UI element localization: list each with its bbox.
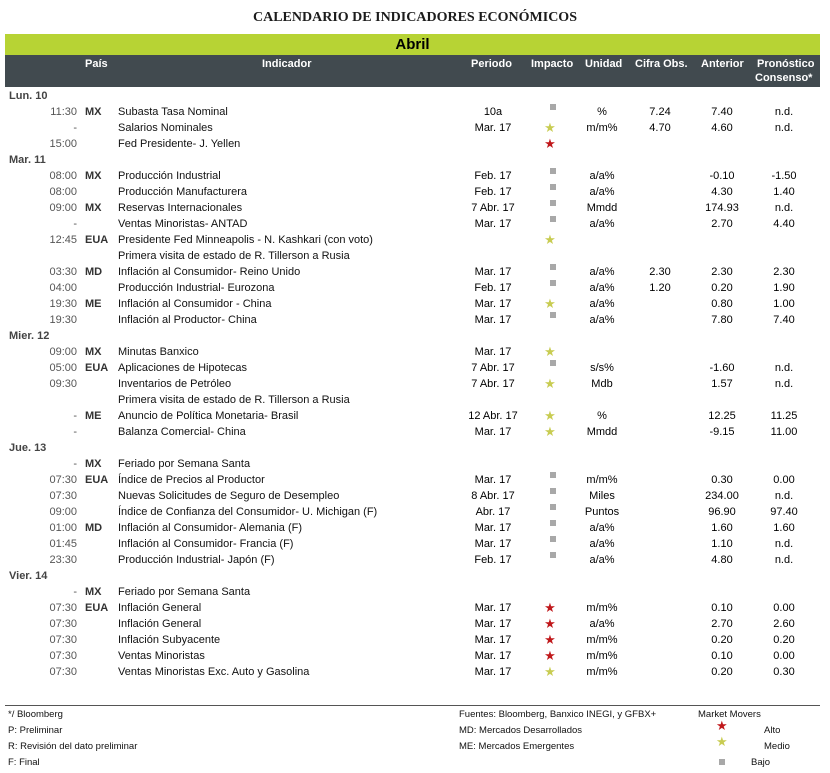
cell-indicator: Producción Manufacturera — [118, 186, 248, 198]
cell-country: EUA — [85, 474, 109, 486]
table-row — [0, 600, 830, 616]
cell-forecast: 11.25 — [770, 410, 798, 422]
cell-country: MX — [85, 170, 102, 182]
cell-previous: 7.40 — [711, 106, 733, 118]
table-row — [0, 648, 830, 664]
cell-country: EUA — [85, 602, 109, 614]
cell-forecast: 0.30 — [773, 666, 795, 678]
square-gray-icon — [550, 488, 556, 494]
cell-period: Mar. 17 — [474, 602, 512, 614]
cell-time: 04:00 — [49, 282, 77, 294]
cell-forecast: n.d. — [774, 362, 794, 374]
note-bloomberg: */ Bloomberg — [8, 709, 63, 720]
cell-unit: Mmdd — [586, 202, 618, 214]
day-header — [0, 440, 830, 456]
cell-previous: 4.80 — [711, 554, 733, 566]
cell-period: Mar. 17 — [474, 218, 512, 230]
cell-previous: 0.80 — [711, 298, 733, 310]
cell-indicator: Inflación Subyacente — [118, 634, 221, 646]
cell-unit: a/a% — [589, 170, 615, 182]
cell-forecast: n.d. — [774, 490, 794, 502]
cell-previous: 0.10 — [711, 602, 733, 614]
cell-time: 23:30 — [49, 554, 77, 566]
cell-period: Mar. 17 — [474, 538, 512, 550]
calendar-table — [0, 88, 830, 680]
cell-unit: a/a% — [589, 298, 615, 310]
cell-forecast: 7.40 — [773, 314, 795, 326]
square-gray-icon — [550, 312, 556, 318]
impact-medium-icon: ★ — [544, 120, 556, 135]
cell-indicator: Inflación General — [118, 618, 202, 630]
cell-time: 09:00 — [49, 202, 77, 214]
cell-indicator: Presidente Fed Minneapolis - N. Kashkari (con voto) — [118, 234, 373, 246]
cell-time: - — [73, 410, 77, 422]
impact-high-icon: ★ — [544, 648, 556, 663]
cell-time: 07:30 — [49, 666, 77, 678]
cell-country: ME — [85, 298, 102, 310]
cell-country: EUA — [85, 362, 109, 374]
impact-medium-icon: ★ — [544, 232, 556, 247]
col-pronostico: Pronóstico — [757, 58, 815, 70]
cell-indicator: Subasta Tasa Nominal — [118, 106, 228, 118]
table-row — [0, 264, 830, 280]
cell-unit: m/m% — [586, 634, 618, 646]
square-gray-icon — [550, 184, 556, 190]
cell-unit: a/a% — [589, 554, 615, 566]
footer-sources: Fuentes: Bloomberg, Banxico INEGI, y GFBX+ — [459, 709, 657, 720]
col-periodo: Periodo — [471, 58, 512, 70]
cell-forecast: n.d. — [774, 106, 794, 118]
cell-forecast: 97.40 — [770, 506, 798, 518]
legend-bajo: Bajo — [751, 757, 771, 768]
table-row — [0, 472, 830, 488]
legend-medio: Medio — [764, 741, 790, 752]
cell-period: Mar. 17 — [474, 266, 512, 278]
table-row — [0, 184, 830, 200]
cell-indicator: Producción Industrial- Eurozona — [118, 282, 275, 294]
col-pais: País — [85, 58, 108, 70]
impact-high-icon: ★ — [544, 616, 556, 631]
cell-time: 07:30 — [49, 474, 77, 486]
cell-indicator: Inflación al Productor- China — [118, 314, 257, 326]
cell-period: Mar. 17 — [474, 346, 512, 358]
table-row — [0, 312, 830, 328]
cell-forecast: 1.60 — [773, 522, 795, 534]
cell-period: 7 Abr. 17 — [471, 362, 515, 374]
cell-time: 19:30 — [49, 314, 77, 326]
square-gray-icon — [550, 536, 556, 542]
cell-previous: 0.30 — [711, 474, 733, 486]
impact-medium-icon: ★ — [544, 424, 556, 439]
cell-period: Mar. 17 — [474, 522, 512, 534]
cell-previous: 174.93 — [705, 202, 739, 214]
cell-indicator: Producción Industrial — [118, 170, 221, 182]
table-row — [0, 376, 830, 392]
cell-indicator: Salarios Nominales — [118, 122, 213, 134]
table-row — [0, 424, 830, 440]
cell-previous: 96.90 — [708, 506, 736, 518]
cell-unit: m/m% — [586, 474, 618, 486]
cell-previous: 2.70 — [711, 218, 733, 230]
cell-unit: % — [597, 410, 607, 422]
cell-previous: 1.60 — [711, 522, 733, 534]
day-header — [0, 152, 830, 168]
note-final: F: Final — [8, 757, 40, 768]
cell-previous: -0.10 — [709, 170, 735, 182]
cell-period: 7 Abr. 17 — [471, 202, 515, 214]
cell-time: 09:30 — [49, 378, 77, 390]
cell-previous: -1.60 — [709, 362, 735, 374]
cell-unit: Mmdd — [586, 426, 618, 438]
cell-period: Mar. 17 — [474, 426, 512, 438]
cell-time: 09:00 — [49, 346, 77, 358]
cell-previous: 0.10 — [711, 650, 733, 662]
table-row — [0, 488, 830, 504]
cell-time: - — [73, 218, 77, 230]
day-label: Mier. 12 — [9, 330, 50, 342]
cell-country: MX — [85, 106, 102, 118]
day-label: Mar. 11 — [9, 154, 46, 166]
cell-indicator: Reservas Internacionales — [118, 202, 243, 214]
cell-country: MD — [85, 266, 103, 278]
table-row — [0, 360, 830, 376]
cell-unit: a/a% — [589, 218, 615, 230]
table-row — [0, 584, 830, 600]
cell-period: Mar. 17 — [474, 474, 512, 486]
cell-period: 8 Abr. 17 — [471, 490, 515, 502]
legend-alto: Alto — [764, 725, 781, 736]
legend-title: Market Movers — [698, 709, 761, 720]
cell-indicator: Primera visita de estado de R. Tillerson a Rusia — [118, 394, 350, 406]
cell-time: 05:00 — [49, 362, 77, 374]
cell-time: 08:00 — [49, 186, 77, 198]
cell-indicator: Inflación al Consumidor- Reino Unido — [118, 266, 301, 278]
table-row — [0, 504, 830, 520]
cell-previous: 4.60 — [711, 122, 733, 134]
col-anterior: Anterior — [701, 58, 744, 70]
month-banner: Abril — [5, 34, 820, 55]
cell-previous: 234.00 — [705, 490, 739, 502]
table-row — [0, 216, 830, 232]
cell-time: 09:00 — [49, 506, 77, 518]
cell-previous: 0.20 — [711, 634, 733, 646]
cell-forecast: 0.20 — [773, 634, 795, 646]
day-label: Vier. 14 — [9, 570, 48, 582]
cell-indicator: Índice de Precios al Productor — [118, 474, 265, 486]
cell-unit: Mdb — [591, 378, 613, 390]
cell-indicator: Minutas Banxico — [118, 346, 199, 358]
star-yellow-icon: ★ — [716, 734, 728, 749]
table-row — [0, 392, 830, 408]
square-gray-icon — [550, 104, 556, 110]
cell-unit: m/m% — [586, 650, 618, 662]
cell-period: 10a — [483, 106, 503, 118]
cell-observed: 4.70 — [649, 122, 671, 134]
cell-period: Feb. 17 — [474, 186, 512, 198]
cell-time: 19:30 — [49, 298, 77, 310]
square-gray-icon — [550, 360, 556, 366]
day-header — [0, 568, 830, 584]
cell-unit: a/a% — [589, 538, 615, 550]
cell-forecast: n.d. — [774, 538, 794, 550]
col-cifra-obs: Cifra Obs. — [635, 58, 688, 70]
cell-period: Mar. 17 — [474, 298, 512, 310]
cell-forecast: 2.30 — [773, 266, 795, 278]
cell-indicator: Anuncio de Política Monetaria- Brasil — [118, 410, 299, 422]
col-unidad: Unidad — [585, 58, 623, 70]
cell-period: 7 Abr. 17 — [471, 378, 515, 390]
cell-unit: Miles — [589, 490, 615, 502]
cell-time: 01:00 — [49, 522, 77, 534]
cell-unit: a/a% — [589, 186, 615, 198]
cell-previous: 12.25 — [708, 410, 736, 422]
cell-time: 07:30 — [49, 650, 77, 662]
cell-indicator: Fed Presidente- J. Yellen — [118, 138, 241, 150]
cell-previous: 7.80 — [711, 314, 733, 326]
cell-time: 07:30 — [49, 602, 77, 614]
impact-high-icon: ★ — [544, 600, 556, 615]
cell-country: MX — [85, 346, 102, 358]
cell-time: 12:45 — [49, 234, 77, 246]
cell-forecast: 11.00 — [770, 426, 798, 438]
cell-previous: 2.70 — [711, 618, 733, 630]
table-row — [0, 408, 830, 424]
cell-indicator: Inflación al Consumidor- Alemania (F) — [118, 522, 303, 534]
impact-medium-icon: ★ — [544, 664, 556, 679]
day-label: Lun. 10 — [9, 90, 48, 102]
footer-divider — [5, 705, 820, 706]
cell-forecast: -1.50 — [771, 170, 797, 182]
table-row — [0, 136, 830, 152]
cell-forecast: 1.40 — [773, 186, 795, 198]
cell-time: 15:00 — [49, 138, 77, 150]
cell-time: 07:30 — [49, 490, 77, 502]
cell-country: MX — [85, 586, 102, 598]
day-label: Jue. 13 — [9, 442, 47, 454]
cell-period: Mar. 17 — [474, 122, 512, 134]
cell-unit: Puntos — [584, 506, 620, 518]
note-revision: R: Revisión del dato preliminar — [8, 741, 138, 752]
cell-indicator: Balanza Comercial- China — [118, 426, 246, 438]
cell-time: 07:30 — [49, 618, 77, 630]
square-gray-icon — [550, 520, 556, 526]
cell-period: Mar. 17 — [474, 314, 512, 326]
cell-period: Feb. 17 — [474, 282, 512, 294]
star-red-icon: ★ — [716, 718, 728, 733]
impact-medium-icon: ★ — [544, 376, 556, 391]
cell-forecast: 0.00 — [773, 602, 795, 614]
cell-unit: % — [597, 106, 607, 118]
cell-forecast: n.d. — [774, 202, 794, 214]
cell-forecast: 4.40 — [773, 218, 795, 230]
cell-unit: m/m% — [586, 602, 618, 614]
cell-forecast: n.d. — [774, 122, 794, 134]
cell-country: MD — [85, 522, 103, 534]
cell-time: 11:30 — [50, 106, 77, 118]
footer-md: MD: Mercados Desarrollados — [459, 725, 583, 736]
table-row — [0, 280, 830, 296]
cell-period: Mar. 17 — [474, 666, 512, 678]
table-row — [0, 120, 830, 136]
cell-indicator: Feriado por Semana Santa — [118, 586, 251, 598]
square-gray-icon — [719, 753, 725, 768]
cell-previous: -9.15 — [709, 426, 735, 438]
square-gray-icon — [550, 552, 556, 558]
cell-country: MX — [85, 458, 102, 470]
cell-previous: 1.57 — [711, 378, 733, 390]
cell-forecast: n.d. — [774, 554, 794, 566]
cell-forecast: n.d. — [774, 378, 794, 390]
cell-previous: 0.20 — [711, 282, 733, 294]
impact-high-icon: ★ — [544, 632, 556, 647]
note-preliminar: P: Preliminar — [8, 725, 63, 736]
footer-me: ME: Mercados Emergentes — [459, 741, 575, 752]
col-consenso: Consenso* — [755, 72, 813, 84]
table-row — [0, 232, 830, 248]
cell-previous: 0.20 — [711, 666, 733, 678]
cell-indicator: Inventarios de Petróleo — [118, 378, 232, 390]
square-gray-icon — [550, 168, 556, 174]
cell-indicator: Inflación al Consumidor - China — [118, 298, 272, 310]
square-gray-icon — [550, 264, 556, 270]
cell-indicator: Inflación al Consumidor- Francia (F) — [118, 538, 294, 550]
cell-observed: 1.20 — [649, 282, 671, 294]
cell-period: Mar. 17 — [474, 618, 512, 630]
cell-time: - — [73, 426, 77, 438]
cell-unit: a/a% — [589, 618, 615, 630]
cell-time: 01:45 — [49, 538, 77, 550]
cell-unit: m/m% — [586, 666, 618, 678]
cell-unit: a/a% — [589, 282, 615, 294]
cell-unit: a/a% — [589, 314, 615, 326]
cell-indicator: Nuevas Solicitudes de Seguro de Desempleo — [118, 490, 340, 502]
table-row — [0, 456, 830, 472]
cell-time: 08:00 — [49, 170, 77, 182]
day-header — [0, 88, 830, 104]
table-row — [0, 344, 830, 360]
square-gray-icon — [550, 216, 556, 222]
cell-unit: m/m% — [586, 122, 618, 134]
cell-forecast: 0.00 — [773, 474, 795, 486]
table-row — [0, 200, 830, 216]
cell-country: EUA — [85, 234, 109, 246]
table-row — [0, 104, 830, 120]
cell-time: - — [73, 586, 77, 598]
cell-unit: s/s% — [590, 362, 614, 374]
cell-period: 12 Abr. 17 — [468, 410, 518, 422]
cell-time: 03:30 — [49, 266, 77, 278]
cell-period: Feb. 17 — [474, 554, 512, 566]
cell-indicator: Ventas Minoristas — [118, 650, 205, 662]
cell-forecast: 1.00 — [773, 298, 795, 310]
cell-indicator: Índice de Confianza del Consumidor- U. Michigan (F) — [118, 506, 378, 518]
table-row — [0, 248, 830, 264]
table-row — [0, 632, 830, 648]
day-header — [0, 328, 830, 344]
table-header — [5, 55, 820, 87]
cell-time: - — [73, 122, 77, 134]
cell-unit: a/a% — [589, 522, 615, 534]
cell-period: Feb. 17 — [474, 170, 512, 182]
table-row — [0, 552, 830, 568]
cell-indicator: Ventas Minoristas Exc. Auto y Gasolina — [118, 666, 310, 678]
cell-observed: 7.24 — [649, 106, 671, 118]
table-row — [0, 536, 830, 552]
square-gray-icon — [550, 280, 556, 286]
cell-indicator: Inflación General — [118, 602, 202, 614]
cell-previous: 2.30 — [711, 266, 733, 278]
cell-forecast: 2.60 — [773, 618, 795, 630]
cell-indicator: Feriado por Semana Santa — [118, 458, 251, 470]
cell-period: Abr. 17 — [475, 506, 511, 518]
square-gray-icon — [550, 200, 556, 206]
table-row — [0, 616, 830, 632]
impact-high-icon: ★ — [544, 136, 556, 151]
cell-indicator: Producción Industrial- Japón (F) — [118, 554, 275, 566]
cell-forecast: 1.90 — [773, 282, 795, 294]
table-row — [0, 664, 830, 680]
cell-time: 07:30 — [49, 634, 77, 646]
cell-time: - — [73, 458, 77, 470]
cell-indicator: Aplicaciones de Hipotecas — [118, 362, 248, 374]
impact-medium-icon: ★ — [544, 344, 556, 359]
cell-period: Mar. 17 — [474, 650, 512, 662]
cell-country: MX — [85, 202, 102, 214]
cell-indicator: Primera visita de estado de R. Tillerson a Rusia — [118, 250, 350, 262]
table-row — [0, 296, 830, 312]
cell-previous: 1.10 — [711, 538, 733, 550]
cell-previous: 4.30 — [711, 186, 733, 198]
cell-country: ME — [85, 410, 102, 422]
page-title: CALENDARIO DE INDICADORES ECONÓMICOS — [253, 10, 577, 25]
impact-medium-icon: ★ — [544, 296, 556, 311]
cell-unit: a/a% — [589, 266, 615, 278]
cell-period: Mar. 17 — [474, 634, 512, 646]
cell-observed: 2.30 — [649, 266, 671, 278]
cell-indicator: Ventas Minoristas- ANTAD — [118, 218, 248, 230]
col-indicador: Indicador — [262, 58, 312, 70]
impact-medium-icon: ★ — [544, 408, 556, 423]
table-row — [0, 168, 830, 184]
cell-forecast: 0.00 — [773, 650, 795, 662]
square-gray-icon — [550, 504, 556, 510]
col-impacto: Impacto — [531, 58, 574, 70]
table-row — [0, 520, 830, 536]
square-gray-icon — [550, 472, 556, 478]
